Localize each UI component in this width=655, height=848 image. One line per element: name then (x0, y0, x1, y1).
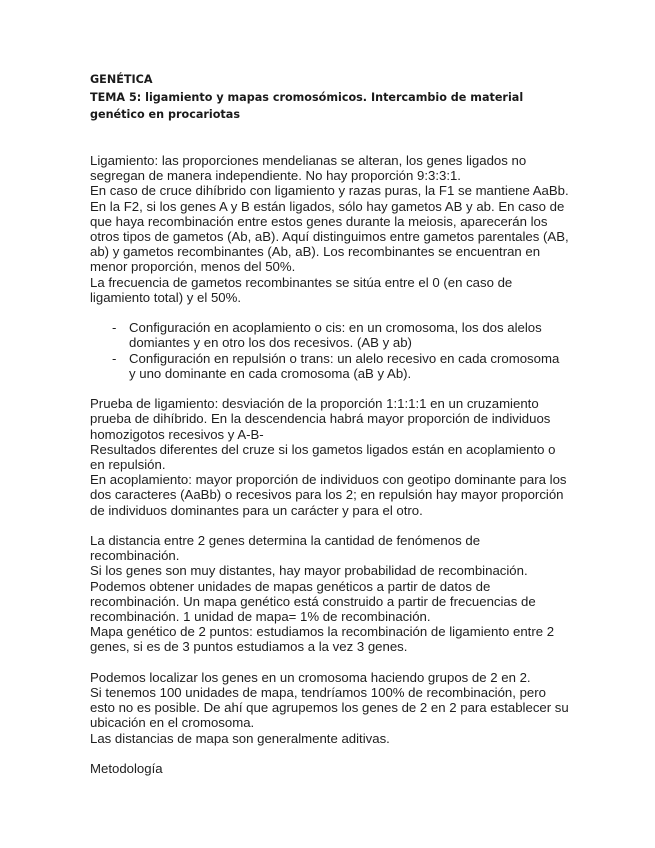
paragraph: En la F2, si los genes A y B están ligados, sólo hay gametos AB y ab. En caso de que haya recombinación entre estos genes durante la meiosis, aparecerán los otros tipos de gametos (Ab, aB). Aquí distinguimos entre gametos parentales (AB, ab) y gametos recombinantes (Ab, aB). Los recombinantes se encuentran en menor proporción, menos del 50%. (90, 198, 569, 275)
topic-heading: TEMA 5: ligamiento y mapas cromosómicos. Intercambio de material genético en procariotas (90, 91, 524, 121)
paragraph: La frecuencia de gametos recombinantes se sitúa entre el 0 (en caso de ligamiento total) y el 50%. (90, 274, 513, 305)
paragraph: Podemos obtener unidades de mapas genéticos a partir de datos de recombinación. Un mapa genético está construido a partir de frecuencias de recombinación. 1 unidad de mapa= 1% de recombinación. (90, 578, 536, 625)
document-body (90, 153, 570, 776)
paragraph-gap (90, 746, 570, 761)
list-item (90, 320, 561, 350)
configuration-list (90, 320, 570, 381)
paragraph-gap (90, 305, 570, 320)
paragraph: Si los genes son muy distantes, hay mayor probabilidad de recombinación. (90, 563, 528, 579)
list-item (90, 351, 561, 381)
paragraph: En caso de cruce dihíbrido con ligamiento y razas puras, la F1 se mantiene AaBb. (90, 183, 569, 199)
paragraph: Si tenemos 100 unidades de mapa, tendríamos 100% de recombinación, pero esto no es posible. De ahí que agrupemos los genes de 2 en 2 para establecer su ubicación en el cromosoma. (90, 685, 569, 731)
section-label: Metodología (90, 761, 163, 777)
paragraph: Prueba de ligamiento: desviación de la proporción 1:1:1:1 en un cruzamiento prueba de dihíbrido. En la descendencia habrá mayor proporción de individuos homozigotos recesivos y A-B- (90, 396, 551, 442)
paragraph: Ligamiento: las proporciones mendelianas se alteran, los genes ligados no segregan de manera independiente. No hay proporción 9:3:3:1. (90, 153, 527, 184)
subject-heading: GENÉTICA (90, 73, 153, 86)
paragraph-gap (90, 518, 570, 533)
list-dash: - (112, 350, 117, 366)
list-item-text: Configuración en acoplamiento o cis: en un cromosoma, los dos alelos domiantes y en otro los dos recesivos. (AB y ab) (129, 320, 542, 351)
paragraph: Resultados diferentes del cruze si los gametos ligados están en acoplamiento o en repulsión. (90, 441, 556, 473)
paragraph-gap (90, 381, 570, 396)
list-item-text: Configuración en repulsión o trans: un alelo recesivo en cada cromosoma y uno dominante en cada cromosoma (aB y Ab). (129, 350, 560, 381)
paragraph: Las distancias de mapa son generalmente aditivas. (90, 730, 390, 746)
paragraph: Mapa genético de 2 puntos: estudiamos la recombinación de ligamiento entre 2 genes, si es de 3 puntos estudiamos a la vez 3 genes. (90, 624, 555, 655)
paragraph: En acoplamiento: mayor proporción de individuos con geotipo dominante para los dos caracteres (AaBb) o recesivos para los 2; en repulsión hay mayor proporción de individuos dominantes para un carácter y para el otro. (90, 472, 567, 518)
paragraph: Podemos localizar los genes en un cromosoma haciendo grupos de 2 en 2. (90, 669, 531, 685)
paragraph-gap (90, 655, 570, 670)
paragraph: La distancia entre 2 genes determina la cantidad de fenómenos de recombinación. (90, 533, 481, 564)
list-dash: - (112, 320, 117, 336)
